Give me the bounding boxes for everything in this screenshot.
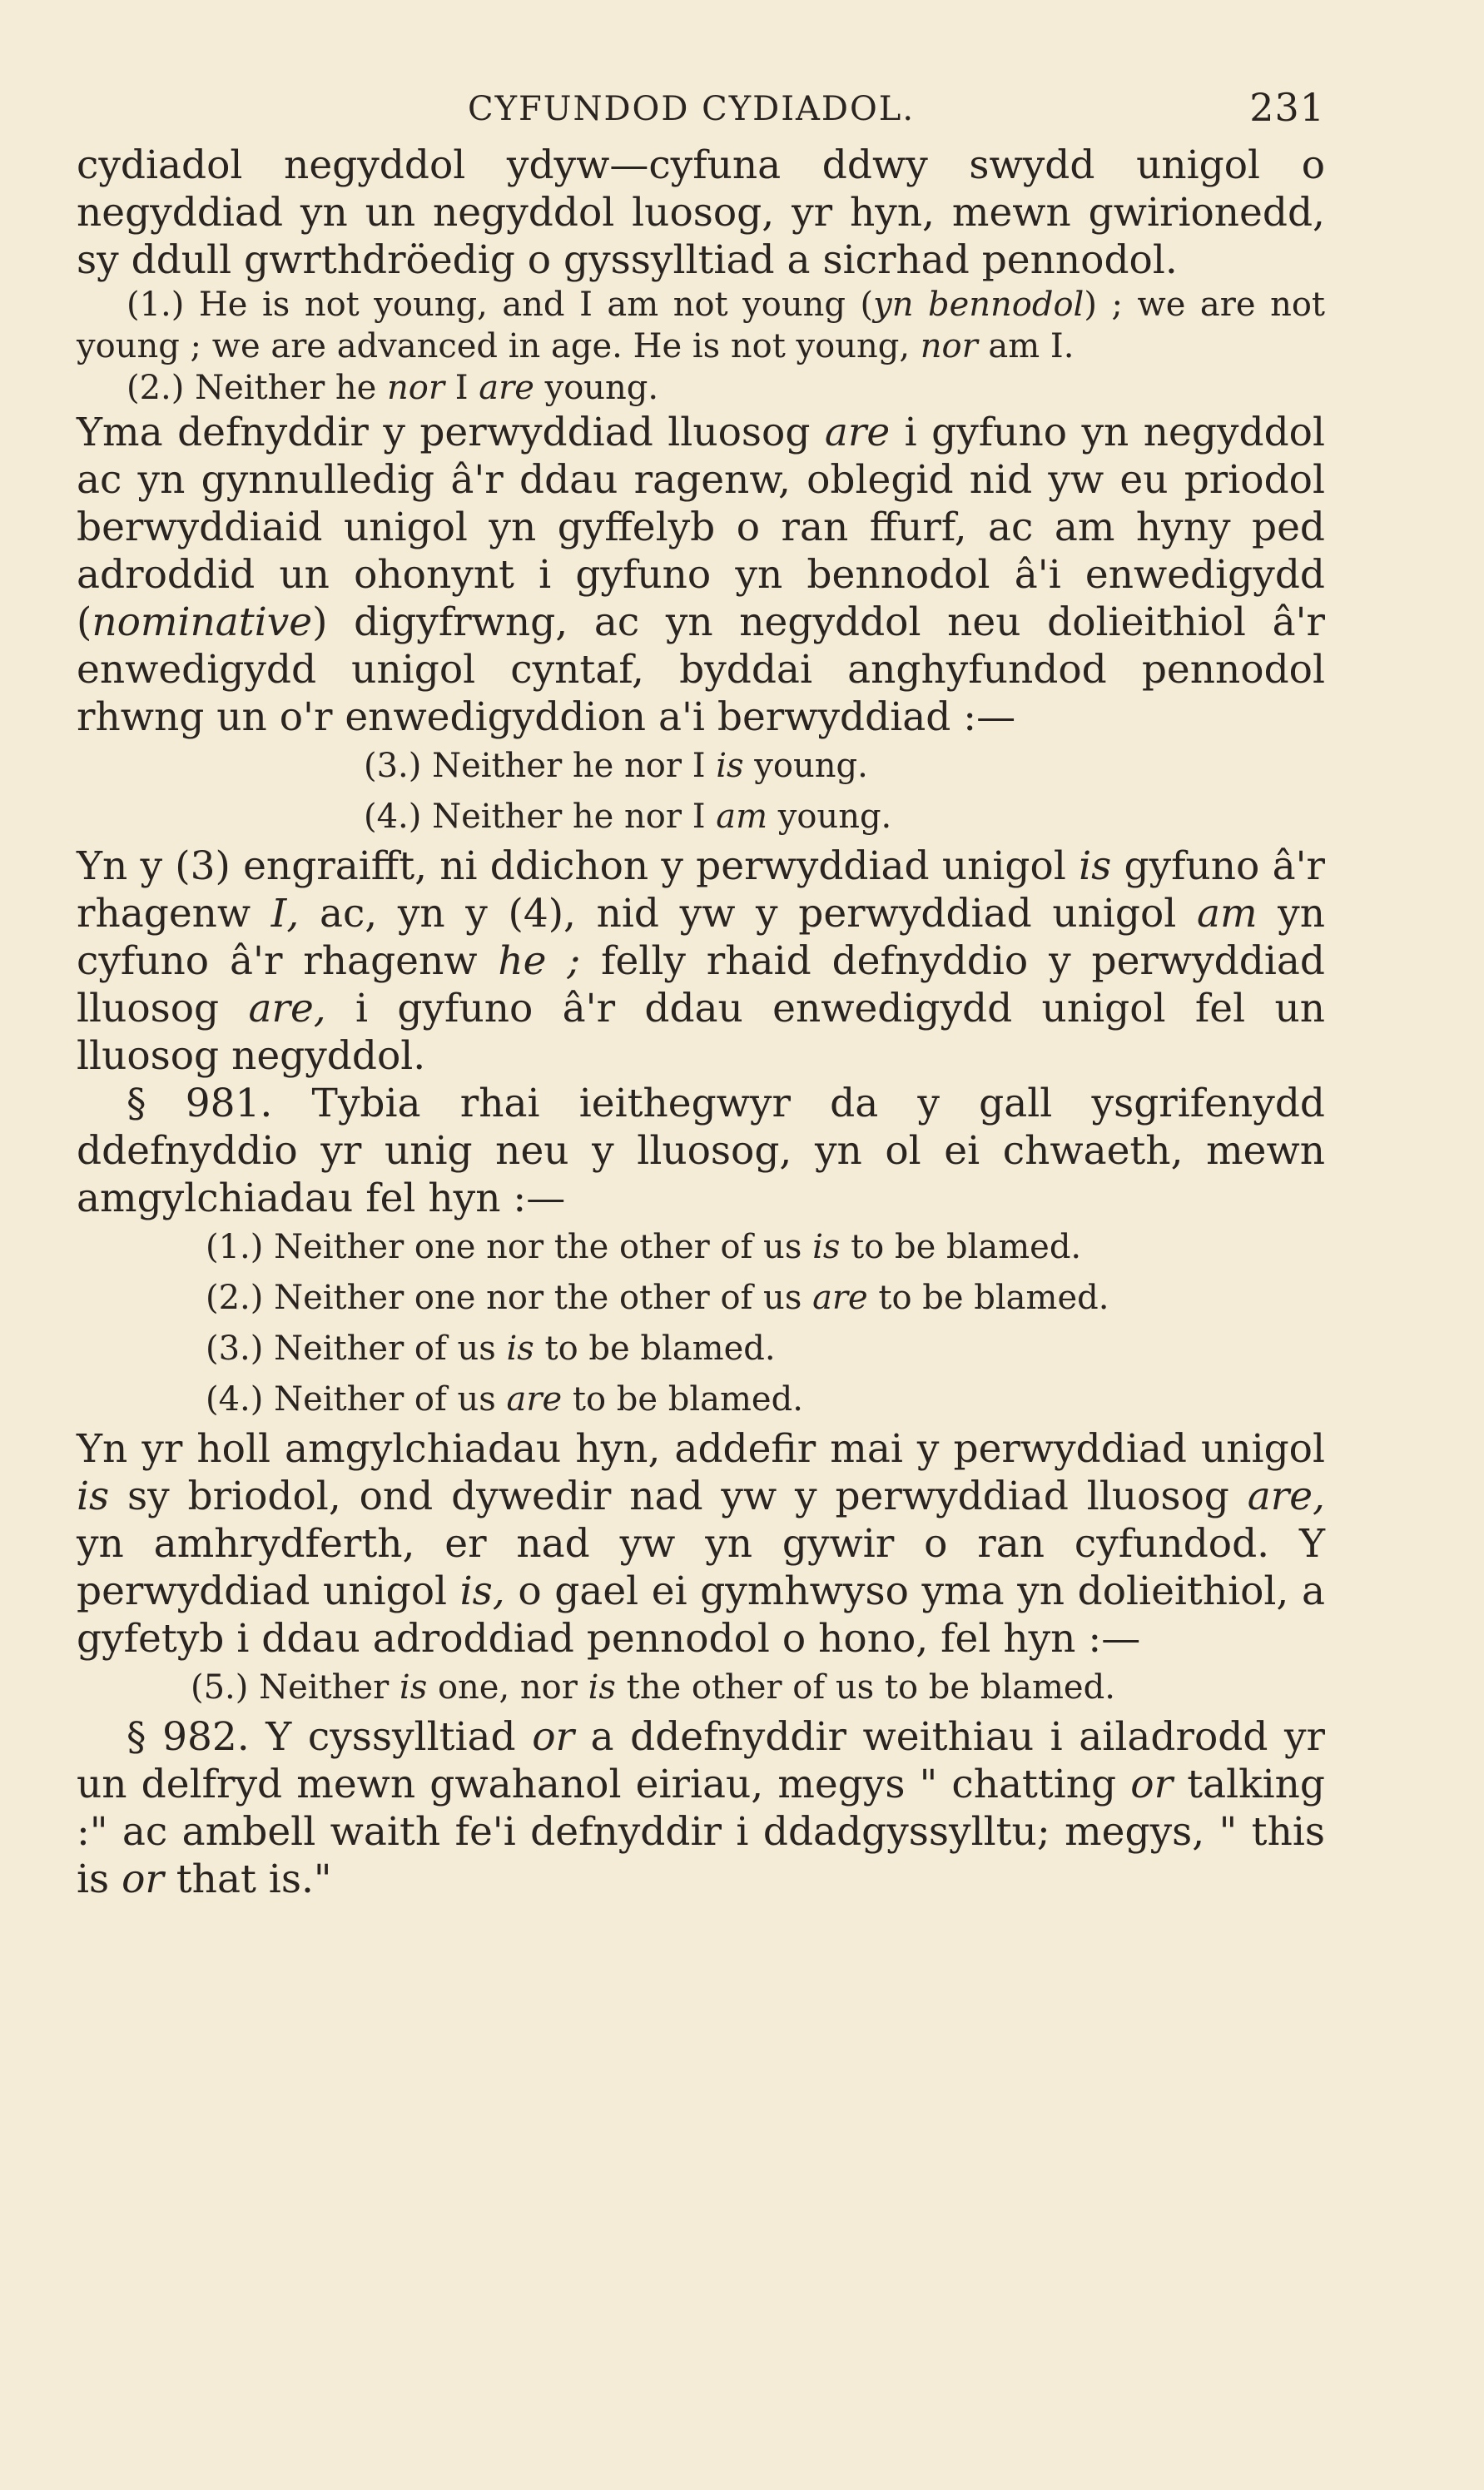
- example-2: (2.) Neither he nor I are young.: [127, 369, 659, 407]
- book-page: [77, 83, 1325, 1903]
- list-item: (1.) Neither one nor the other of us is to be blamed.: [206, 1228, 1082, 1266]
- paragraph-section-981: § 981. Tybia rhai ieithegwyr da y gall ysgrifenydd ddefnyddio yr unig neu y lluosog, yn ol ei chwaeth, mewn amgylchiadau fel hyn :—: [77, 1081, 1325, 1221]
- example-5: (5.) Neither is one, nor is the other of us to be blamed.: [191, 1668, 1115, 1707]
- list-item: (2.) Neither one nor the other of us are to be blamed.: [206, 1279, 1109, 1317]
- example-1: (1.) He is not young, and I am not young (yn bennodol) ; we are not young ; we are advanced in age. He is not young, nor am I.: [77, 286, 1325, 365]
- paragraph-yn-y-3: Yn y (3) engraifft, ni ddichon y perwyddiad unigol is gyfuno â'r rhagenw I, ac, yn y (4), nid yw y perwyddiad unigol am yn cyfuno â'r rhagenw he ; felly rhaid defnyddio y perwyddiad lluosog are, i gyfuno â'r ddau enwedigydd unigol fel un lluosog negyddol.: [77, 843, 1325, 1079]
- paragraph-continuation: cydiadol negyddol ydyw—cyfuna ddwy swydd unigol o negyddiad yn un negyddol luosog, yr hyn, mewn gwirionedd, sy ddull gwrthdröedig o gyssylltiad a sicrhad pennodol.: [77, 142, 1325, 283]
- example-list-3-4: [77, 741, 1325, 842]
- paragraph-section-982: § 982. Y cyssylltiad or a ddefnyddir weithiau i ailadrodd yr un delfryd mewn gwahanol eiriau, megys " chatting or talking :" ac ambell waith fe'i defnyddir i ddadgyssylltu; megys, " this is or that is.": [77, 1714, 1326, 1902]
- paragraph-yn-yr-holl: Yn yr holl amgylchiadau hyn, addefir mai y perwyddiad unigol is sy briodol, ond dywedir nad yw y perwyddiad lluosog are, yn amhrydferth, er nad yw yn gywir o ran cyfundod. Y perwyddiad unigol is, o gael ei gymhwyso yma yn dolieithiol, a gyfetyb i ddau adroddiad pennodol o hono, fel hyn :—: [77, 1426, 1325, 1662]
- list-item: (4.) Neither he nor I am young.: [364, 798, 892, 836]
- running-title: CYFUNDOD CYDIADOL.: [468, 90, 916, 128]
- list-item: (4.) Neither of us are to be blamed.: [206, 1380, 803, 1419]
- list-item: (3.) Neither he nor I is young.: [364, 747, 868, 785]
- running-header: [77, 83, 1325, 142]
- paragraph-yma: Yma defnyddir y perwyddiad lluosog are i gyfuno yn negyddol ac yn gynnulledig â'r ddau ragenw, oblegid nid yw eu priodol berwyddiaid unigol yn gyffelyb o ran ffurf, ac am hyny ped adroddid un ohonynt i gyfuno yn bennodol â'i enwedigydd (nominative) digyfrwng, ac yn negyddol neu dolieithiol â'r enwedigydd unigol cyntaf, byddai anghyfundod pennodol rhwng un o'r enwedigyddion a'i berwyddiad :—: [77, 410, 1325, 740]
- example-list-981: [77, 1222, 1325, 1425]
- page-number: 231: [1249, 85, 1325, 130]
- list-item: (3.) Neither of us is to be blamed.: [206, 1329, 776, 1368]
